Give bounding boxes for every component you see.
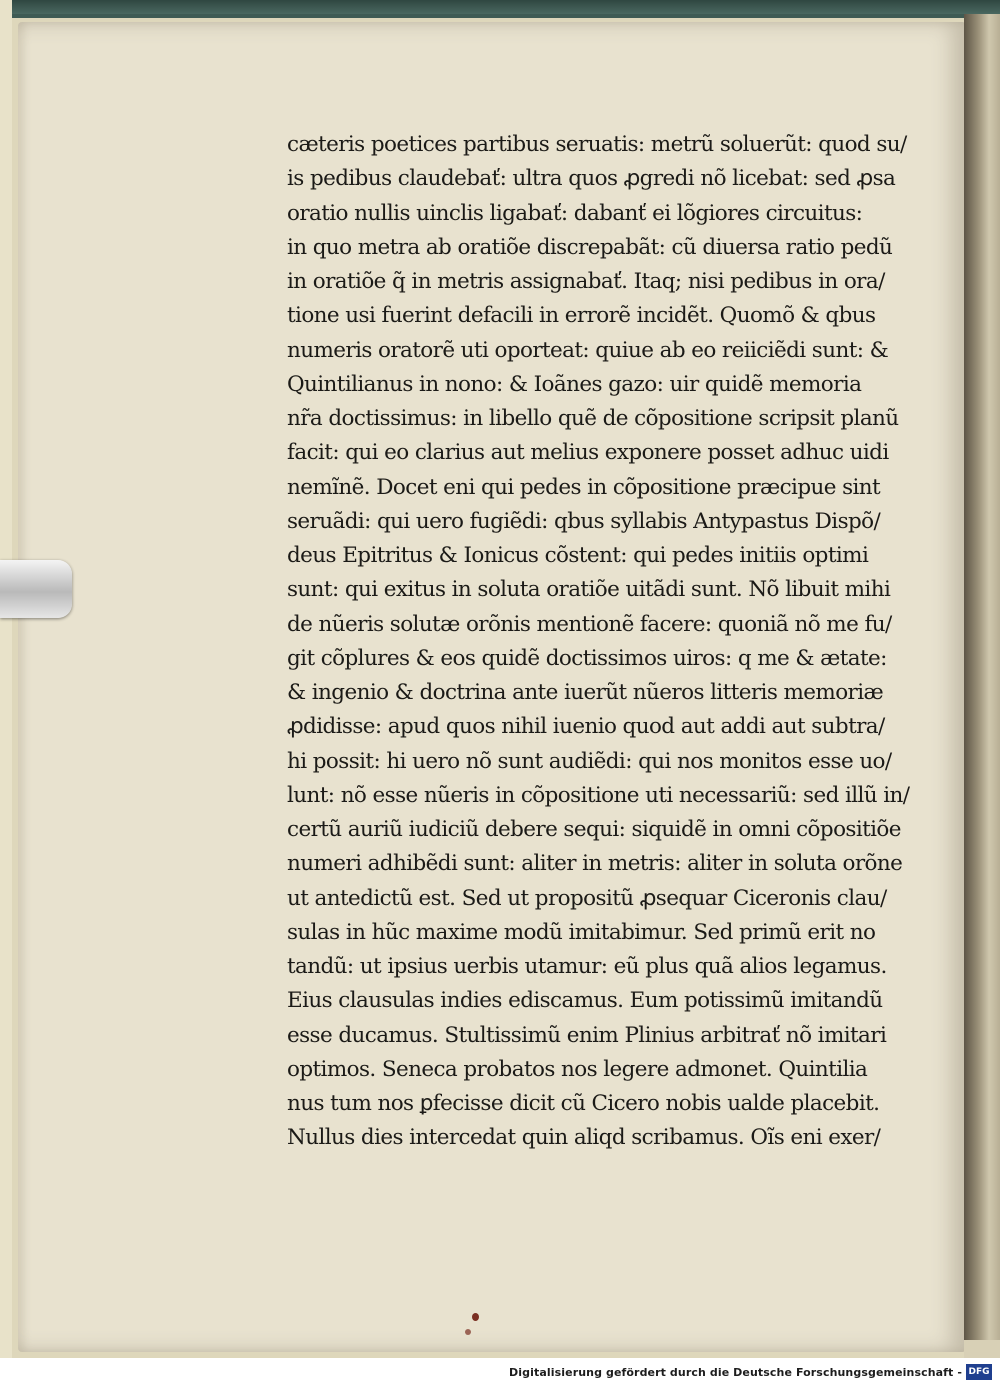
ink-smudge (472, 1313, 479, 1321)
text-line: hi possit: hi uero nõ sunt audiẽdi: qui nos monitos esse uo/ (287, 748, 892, 774)
text-line: numeri adhibẽdi sunt: aliter in metris: aliter in soluta orõne (287, 851, 903, 877)
text-line: tione usi fuerint defacili in errorẽ incidẽt. Quomõ & qbus (287, 303, 876, 329)
text-line: facit: qui eo clarius aut melius exponere posset adhuc uidi (287, 440, 889, 466)
text-line: Nullus dies intercedat quin aliqd scribamus. Oĩs eni exer/ (287, 1125, 881, 1151)
text-line: ꝓdidisse: apud quos nihil iuenio quod aut addi aut subtra/ (287, 714, 885, 740)
text-line: seruãdi: qui uero fugiẽdi: qbus syllabis Antypastus Dispõ/ (287, 508, 881, 534)
text-line: nus tum nos ꝑfecisse dicit cũ Cicero nobis ualde placebit. (287, 1091, 880, 1116)
text-line: ut antedictũ est. Sed ut propositũ ꝓsequar Ciceronis clau/ (287, 885, 887, 911)
text-line: deus Epitritus & Ionicus cõstent: qui pedes initiis optimi (287, 543, 869, 568)
ink-smudge (465, 1329, 471, 1335)
text-column (287, 128, 939, 1156)
text-line: in quo metra ab oratiõe discrepabãt: cũ diuersa ratio pedũ (287, 234, 893, 260)
text-line: Eius clausulas indies ediscamus. Eum potissimũ imitandũ (287, 988, 883, 1014)
text-line: oratio nullis uinclis ligabať: dabanť ei lõgiores circuitus: (287, 200, 863, 226)
text-line: is pedibus claudebať: ultra quos ꝓgredi nõ licebat: sed ꝓsa (287, 166, 896, 192)
text-line: lunt: nõ esse nũeris in cõpositione uti necessariũ: sed illũ in/ (287, 782, 910, 808)
text-line: & ingenio & doctrina ante iuerũt nũeros litteris memoriæ (287, 680, 884, 705)
text-line: de nũeris solutæ orõnis mentionẽ facere: quoniã nõ me fu/ (287, 611, 892, 637)
dfg-logo: DFG (966, 1364, 992, 1380)
text-line: sunt: qui exitus in soluta oratiõe uitãdi sunt. Nõ libuit mihi (287, 577, 891, 603)
text-line: tandũ: ut ipsius uerbis utamur: eũ plus quã alios legamus. (287, 954, 887, 979)
text-line: cæteris poetices partibus seruatis: metrũ soluerũt: quod su/ (287, 132, 907, 157)
scanner-background-left (0, 0, 12, 1386)
text-line: in oratiõe q̃ in metris assignabať. Itaq; nisi pedibus in ora/ (287, 269, 885, 294)
text-line: sulas in hũc maxime modũ imitabimur. Sed primũ erit no (287, 919, 876, 945)
text-line: Quintilianus in nono: & Ioãnes gazo: uir quidẽ memoria (287, 371, 862, 397)
funding-credit: Digitalisierung gefördert durch die Deutsche Forschungsgemeinschaft - (509, 1366, 962, 1379)
text-line: git cõplures & eos quidẽ doctissimos uiros: q me & ætate: (287, 645, 887, 671)
text-line: numeris oratorẽ uti oporteat: quiue ab eo reiiciẽdi sunt: & (287, 337, 889, 363)
gutter-bottom (964, 1340, 1000, 1360)
page-clip (0, 560, 72, 618)
text-line: esse ducamus. Stultissimũ enim Plinius arbitrať nõ imitari (287, 1022, 887, 1048)
book-spine-gutter (964, 14, 1000, 1359)
text-line: nr̃a doctissimus: in libello quẽ de cõpositione scripsit planũ (287, 406, 899, 431)
text-line: certũ auriũ iudiciũ debere sequi: siquidẽ in omni cõpositiõe (287, 817, 901, 842)
scanner-background-top (0, 0, 1000, 14)
text-line: optimos. Seneca probatos nos legere admonet. Quintilia (287, 1056, 868, 1082)
text-line: nemĩnẽ. Docet eni qui pedes in cõpositione præcipue sint (287, 474, 881, 500)
